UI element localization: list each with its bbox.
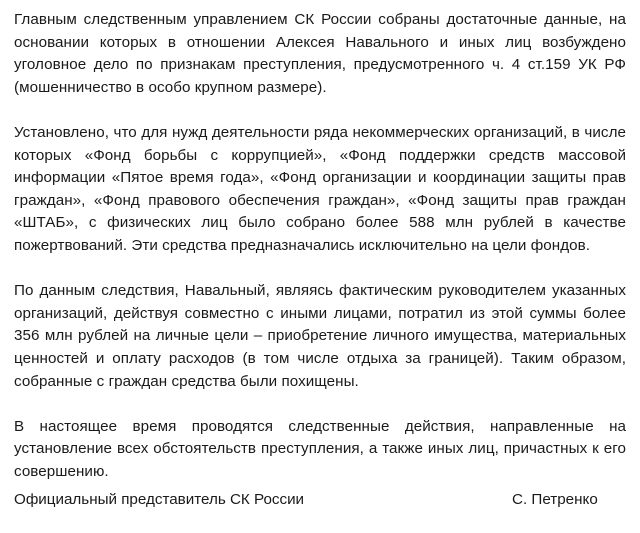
document-body: [14, 9, 626, 506]
paragraph-misuse: По данным следствия, Навальный, являясь фактическим руководителем указанных организаций, действуя совместно с иными лицами, потратил из этой суммы более 356 млн рублей на личные цели – приобретение личного имущества, материальных ценностей и оплату расходов (в том числе отдыха за границей). Таким образом, собранные с граждан средства были похищены.: [14, 282, 626, 390]
paragraph-case-opened: Главным следственным управлением СК России собраны достаточные данные, на основании которых в отношении Алексея Навального и иных лиц возбуждено уголовное дело по признакам преступления, предусмотренного ч. 4 ст.159 УК РФ (мошенничество в особо крупном размере).: [14, 11, 626, 96]
paragraph-investigation: В настоящее время проводятся следственные действия, направленные на установление всех обстоятельств преступления, а также иных лиц, причастных к его совершению.: [14, 417, 626, 480]
signature-name: С. Петренко: [512, 491, 598, 508]
paragraph-donations: Установлено, что для нужд деятельности ряда некоммерческих организаций, в числе которых «Фонд борьбы с коррупцией», «Фонд поддержки средств массовой информации «Пятое время года», «Фонд организации и координации защиты прав граждан», «Фонд правового обеспечения граждан», «Фонд защиты прав граждан «ШТАБ», с физических лиц было собрано более 588 млн рублей в качестве пожертвований. Эти средства предназначались исключительно на цели фондов.: [14, 123, 626, 254]
signature-position: Официальный представитель СК России: [14, 491, 305, 508]
